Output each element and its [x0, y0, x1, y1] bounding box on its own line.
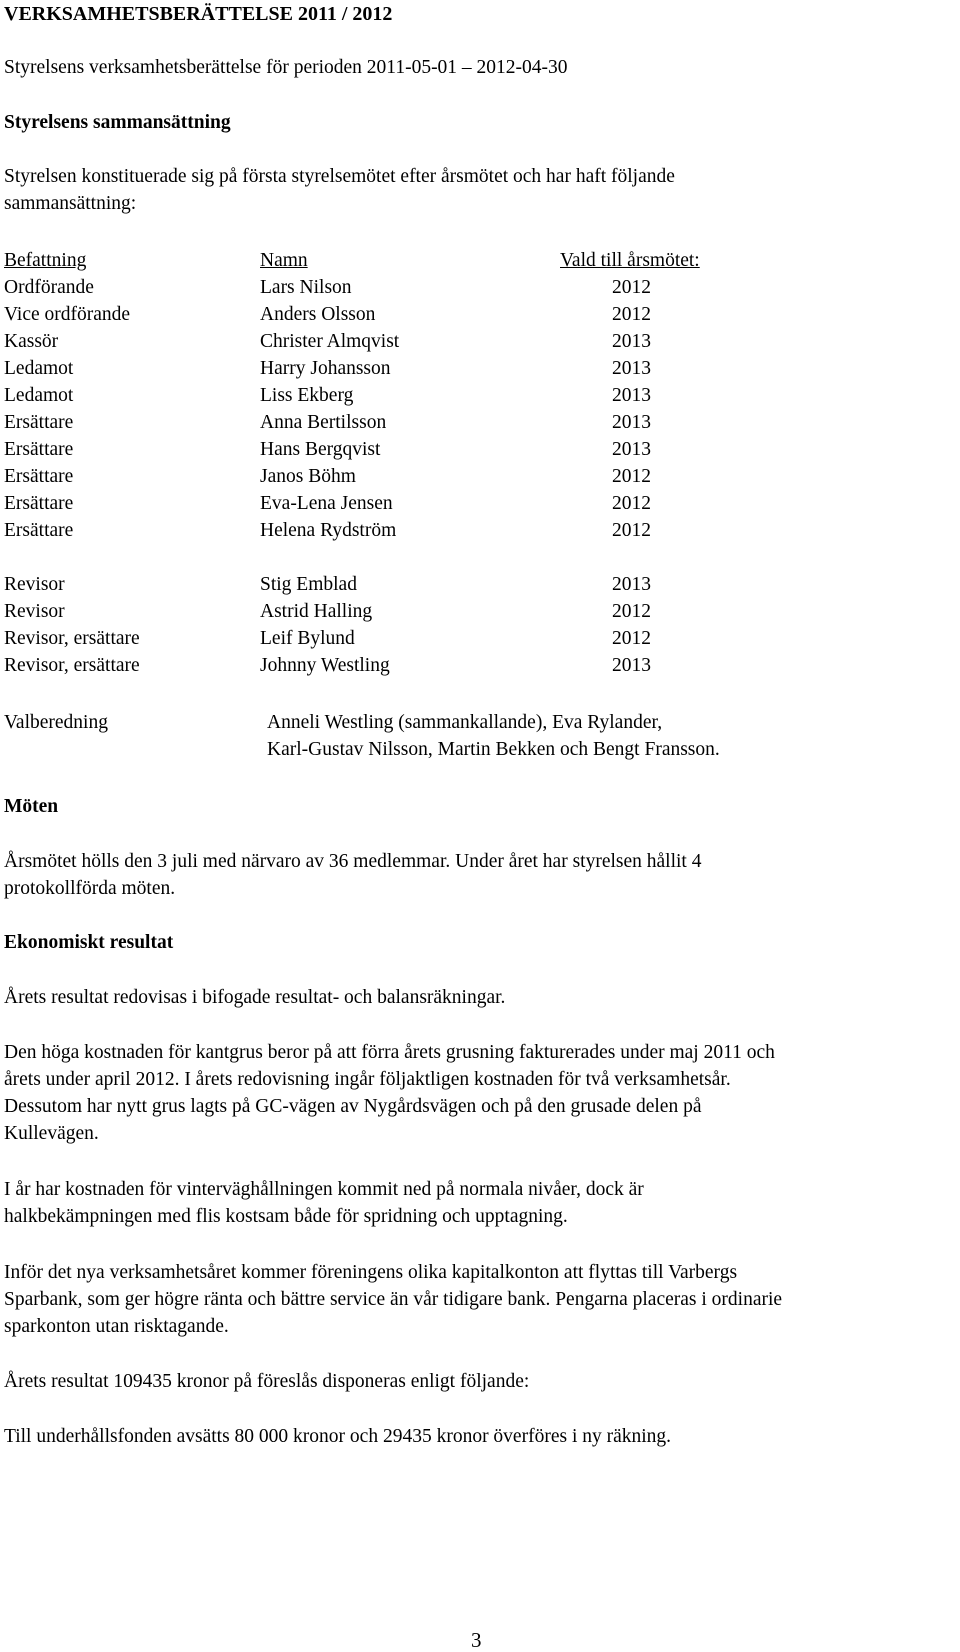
row-year: 2013: [612, 655, 651, 676]
row-position: Vice ordförande: [4, 304, 131, 325]
row-position: Revisor: [4, 574, 65, 595]
economy-paragraph-2-line-1: Den höga kostnaden för kantgrus beror på att förra årets grusning fakturerades under maj 2011 och: [4, 1042, 775, 1063]
row-year: 2012: [612, 304, 651, 325]
board-intro-line-2: sammansättning:: [4, 193, 137, 214]
row-year: 2012: [612, 466, 651, 487]
economy-paragraph-2-line-2: årets under april 2012. I årets redovisning ingår följaktligen kostnaden för två verksamhetsår.: [4, 1069, 731, 1090]
row-position: Kassör: [4, 331, 59, 352]
nomination-line-2: Karl-Gustav Nilsson, Martin Bekken och Bengt Fransson.: [267, 739, 720, 760]
economy-paragraph-1: Årets resultat redovisas i bifogade resultat- och balansräkningar.: [4, 987, 506, 1008]
row-year: 2012: [612, 520, 651, 541]
economy-paragraph-3-line-1: I år har kostnaden för vinterväghållningen kommit ned på normala nivåer, dock är: [4, 1179, 644, 1200]
row-name: Helena Rydström: [260, 520, 397, 541]
economy-paragraph-2-line-4: Kullevägen.: [4, 1123, 99, 1144]
row-name: Astrid Halling: [260, 601, 373, 622]
row-year: 2012: [612, 277, 651, 298]
economy-paragraph-5: Årets resultat 109435 kronor på föreslås disponeras enligt följande:: [4, 1371, 530, 1392]
header-name: Namn: [260, 250, 308, 271]
document-subtitle: Styrelsens verksamhetsberättelse för perioden 2011-05-01 – 2012-04-30: [4, 57, 568, 78]
meetings-line-2: protokollförda möten.: [4, 878, 176, 899]
row-name: Anna Bertilsson: [260, 412, 387, 433]
row-year: 2013: [612, 412, 651, 433]
economy-paragraph-4-line-2: Sparbank, som ger högre ränta och bättre service än vår tidigare bank. Pengarna placeras i ordinarie: [4, 1289, 783, 1310]
economy-paragraph-4-line-3: sparkonton utan risktagande.: [4, 1316, 229, 1337]
row-year: 2013: [612, 385, 651, 406]
row-position: Ersättare: [4, 520, 74, 541]
row-position: Revisor, ersättare: [4, 655, 140, 676]
row-name: Johnny Westling: [260, 655, 390, 676]
row-name: Harry Johansson: [260, 358, 391, 379]
row-year: 2012: [612, 628, 651, 649]
row-position: Ersättare: [4, 493, 74, 514]
row-name: Lars Nilson: [260, 277, 352, 298]
row-position: Ledamot: [4, 358, 74, 379]
row-name: Liss Ekberg: [260, 385, 354, 406]
row-year: 2013: [612, 358, 651, 379]
board-heading: Styrelsens sammansättning: [4, 112, 231, 133]
header-elected-until: Vald till årsmötet:: [560, 250, 700, 271]
row-year: 2013: [612, 331, 651, 352]
economy-paragraph-3-line-2: halkbekämpningen med flis kostsam både för spridning och upptagning.: [4, 1206, 568, 1227]
row-name: Janos Böhm: [260, 466, 356, 487]
economy-paragraph-6: Till underhållsfonden avsätts 80 000 kronor och 29435 kronor överföres i ny räkning.: [4, 1426, 672, 1447]
page-number: 3: [471, 1628, 482, 1652]
row-position: Ersättare: [4, 412, 74, 433]
row-name: Eva-Lena Jensen: [260, 493, 393, 514]
row-year: 2012: [612, 493, 651, 514]
row-name: Hans Bergqvist: [260, 439, 381, 460]
row-name: Christer Almqvist: [260, 331, 400, 352]
row-year: 2012: [612, 601, 651, 622]
row-name: Leif Bylund: [260, 628, 355, 649]
row-position: Ordförande: [4, 277, 94, 298]
nomination-label: Valberedning: [4, 712, 108, 733]
economy-paragraph-4-line-1: Inför det nya verksamhetsåret kommer föreningens olika kapitalkonton att flyttas till Varbergs: [4, 1262, 738, 1283]
meetings-line-1: Årsmötet hölls den 3 juli med närvaro av 36 medlemmar. Under året har styrelsen hållit 4: [4, 851, 702, 872]
header-position: Befattning: [4, 250, 87, 271]
economy-heading: Ekonomiskt resultat: [4, 932, 174, 953]
row-position: Ledamot: [4, 385, 74, 406]
row-name: Anders Olsson: [260, 304, 376, 325]
meetings-heading: Möten: [4, 796, 59, 817]
row-name: Stig Emblad: [260, 574, 357, 595]
row-position: Revisor: [4, 601, 65, 622]
row-position: Revisor, ersättare: [4, 628, 140, 649]
row-year: 2013: [612, 574, 651, 595]
economy-paragraph-2-line-3: Dessutom har nytt grus lagts på GC-vägen av Nygårdsvägen och på den grusade delen på: [4, 1096, 702, 1117]
document-title: VERKSAMHETSBERÄTTELSE 2011 / 2012: [4, 3, 393, 25]
row-position: Ersättare: [4, 466, 74, 487]
row-position: Ersättare: [4, 439, 74, 460]
board-intro-line-1: Styrelsen konstituerade sig på första styrelsemötet efter årsmötet och har haft följande: [4, 166, 675, 187]
row-year: 2013: [612, 439, 651, 460]
nomination-line-1: Anneli Westling (sammankallande), Eva Rylander,: [267, 712, 663, 733]
